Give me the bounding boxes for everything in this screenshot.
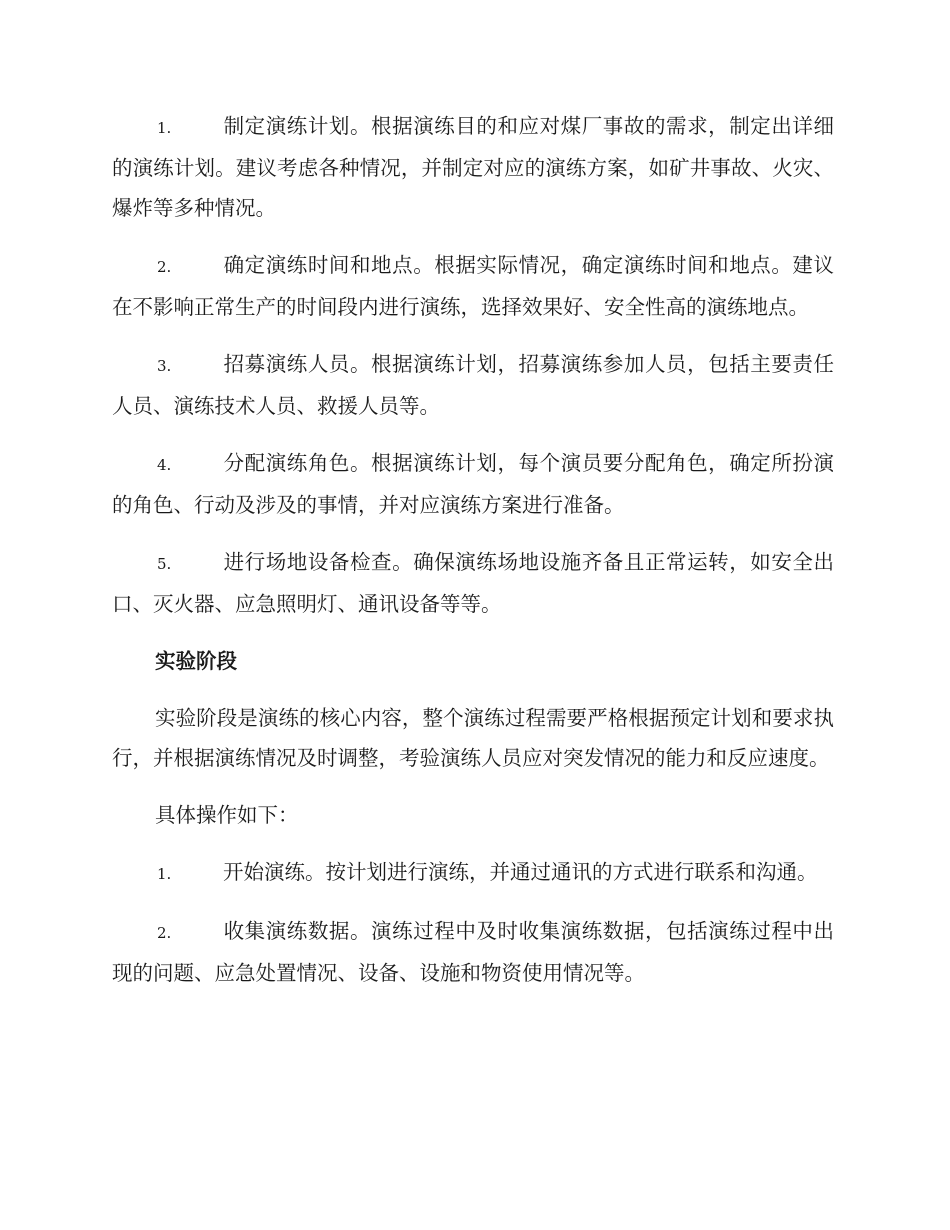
list-item-number: 5. bbox=[157, 555, 172, 573]
section-intro: 实验阶段是演练的核心内容，整个演练过程需要严格根据预定计划和要求执行，并根据演练情况及时调整，考验演练人员应对突发情况的能力和反应速度。 bbox=[112, 706, 834, 770]
list-item bbox=[112, 542, 834, 624]
list-item-number: 1. bbox=[157, 865, 172, 883]
list-item-number: 4. bbox=[157, 456, 172, 474]
list-item-text: 分配演练角色。根据演练计划，每个演员要分配角色，确定所扮演的角色、行动及涉及的事情，并对应演练方案进行准备。 bbox=[112, 451, 834, 517]
list-item-number: 2. bbox=[157, 924, 172, 942]
list-item bbox=[112, 852, 834, 894]
list-item bbox=[112, 443, 834, 525]
list-item-number: 2. bbox=[157, 258, 172, 276]
list-item bbox=[112, 911, 834, 993]
list-item-number: 3. bbox=[157, 357, 172, 375]
list-item-text: 确定演练时间和地点。根据实际情况，确定演练时间和地点。建议在不影响正常生产的时间段内进行演练，选择效果好、安全性高的演练地点。 bbox=[112, 253, 834, 319]
list-item bbox=[112, 344, 834, 426]
list-item-text: 制定演练计划。根据演练目的和应对煤厂事故的需求，制定出详细的演练计划。建议考虑各种情况，并制定对应的演练方案，如矿井事故、火灾、爆炸等多种情况。 bbox=[112, 114, 834, 220]
operations-label: 具体操作如下： bbox=[155, 803, 299, 827]
list-item-text: 收集演练数据。演练过程中及时收集演练数据，包括演练过程中出现的问题、应急处置情况、设备、设施和物资使用情况等。 bbox=[112, 919, 834, 985]
list-item-number: 1. bbox=[157, 119, 172, 137]
list-item-text: 进行场地设备检查。确保演练场地设施齐备且正常运转，如安全出口、灭火器、应急照明灯、通讯设备等等。 bbox=[112, 550, 834, 616]
list-item-text: 开始演练。按计划进行演练，并通过通讯的方式进行联系和沟通。 bbox=[223, 860, 818, 884]
section-heading: 实验阶段 bbox=[155, 649, 237, 673]
list-item bbox=[112, 106, 834, 228]
list-item bbox=[112, 245, 834, 327]
document-page bbox=[112, 106, 834, 1010]
list-item-text: 招募演练人员。根据演练计划，招募演练参加人员，包括主要责任人员、演练技术人员、救援人员等。 bbox=[112, 352, 834, 418]
